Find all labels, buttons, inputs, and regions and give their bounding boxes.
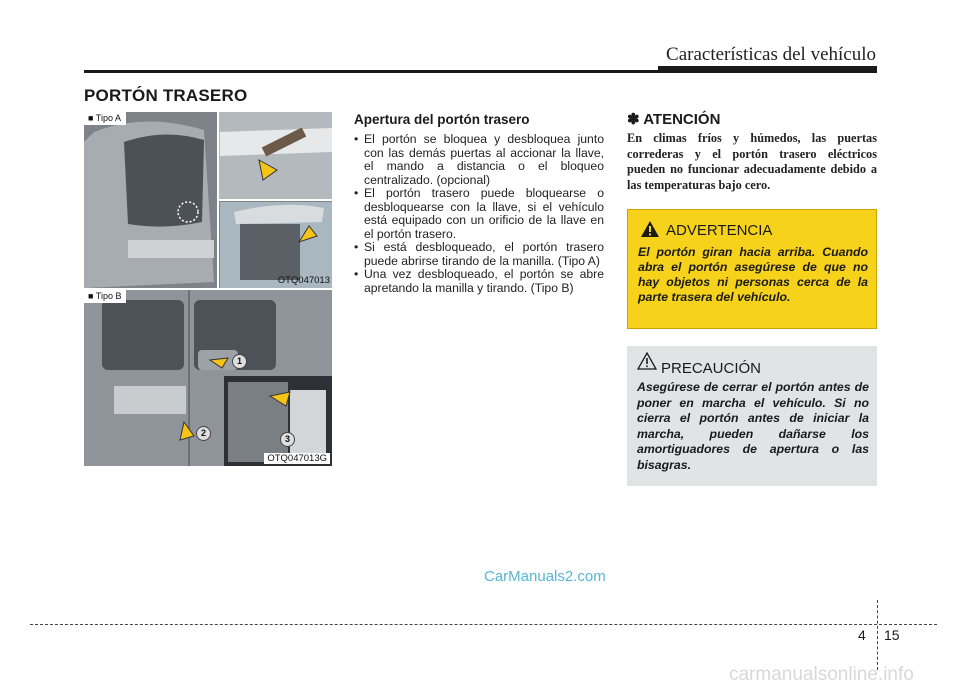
advertencia-title: ADVERTENCIA [666, 222, 773, 239]
section-title: PORTÓN TRASERO [84, 86, 248, 105]
header-rule-accent [658, 66, 877, 72]
callout-3: 3 [280, 432, 295, 447]
watermark-link[interactable]: CarManuals2.com [484, 568, 606, 585]
running-header: Características del vehículo [666, 44, 876, 65]
list-item: • Si está desbloqueado, el portón trasero puede abrirse tirando de la manilla. (Tipo A) [354, 241, 604, 268]
footer-rule [30, 624, 937, 625]
asterisk-icon: ✽ [627, 111, 640, 128]
footer-divider [877, 600, 878, 670]
figure-tipo-b-label: ■ Tipo B [84, 290, 126, 303]
apertura-title: Apertura del portón trasero [354, 112, 530, 127]
atencion-text: En climas fríos y húmedos, las puertas correderas y el portón trasero eléctricos pueden no funcionar adecuadamente debido a las temperaturas bajo cero. [627, 131, 877, 192]
figure-tipo-a-code: OTQ047013 [277, 275, 330, 286]
precaucion-box [627, 346, 877, 486]
atencion-title: ✽ ATENCIÓN [627, 111, 721, 128]
watermark-footer: carmanualsonline.info [729, 664, 914, 685]
advertencia-box [627, 209, 877, 329]
caution-triangle-icon [637, 352, 657, 370]
callout-2: 2 [196, 426, 211, 441]
figure-tipo-a-label: ■ Tipo A [84, 112, 126, 125]
figure-tipo-b [84, 288, 332, 466]
advertencia-text: El portón giran hacia arriba. Cuando abra el portón asegúrese de que no hay objetos ni personas cerca de la parte trasera del vehículo. [638, 245, 868, 304]
list-item: • El portón trasero puede bloquearse o desbloquearse con la llave, si el vehículo está equipado con un orificio de la llave en el portón trasero. [354, 187, 604, 241]
figure-tipo-b-code: OTQ047013G [264, 453, 330, 464]
tailgate-photo-a-illustration [84, 112, 332, 288]
figure-tipo-a [84, 112, 332, 288]
precaucion-title: PRECAUCIÓN [661, 360, 762, 377]
apertura-list [354, 133, 604, 295]
apertura-section [354, 112, 604, 295]
precaucion-text: Asegúrese de cerrar el portón antes de poner en marcha el vehículo. Si no cierra el portón antes de iniciar la marcha, pueden dañarse los amortiguadores de apertura o las bisagras. [637, 380, 869, 472]
atencion-notice [627, 110, 877, 193]
list-item: • Una vez desbloqueado, el portón se abre apretando la manilla y tirando. (Tipo B) [354, 268, 604, 295]
warning-triangle-icon [640, 220, 660, 238]
page-number: 15 [884, 627, 900, 643]
callout-1: 1 [232, 354, 247, 369]
chapter-number: 4 [858, 627, 866, 643]
list-item: • El portón se bloquea y desbloquea junto con las demás puertas al accionar la llave, el mando a distancia o el bloqueo centralizado. (opcional) [354, 133, 604, 187]
